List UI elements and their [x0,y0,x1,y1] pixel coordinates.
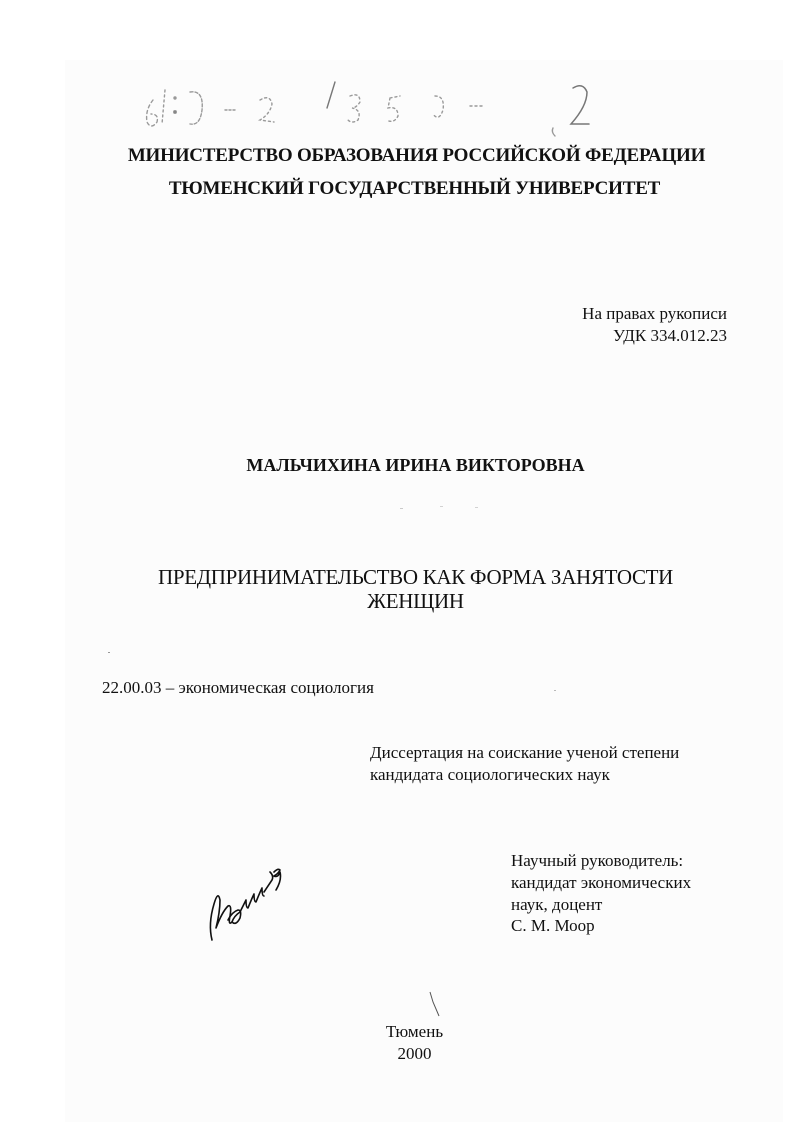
dissertation-title-line-1: ПРЕДПРИНИМАТЕЛЬСТВО КАК ФОРМА ЗАНЯТОСТИ [157,565,674,589]
scan-speck [400,508,403,509]
scan-speck [440,506,443,507]
handwritten-archive-number [135,70,605,140]
scan-speck [475,507,478,508]
advisor-degree-line-1: кандидат экономических [511,873,692,892]
degree-statement-line-1: Диссертация на соискание ученой степени [370,743,680,762]
ministry-header: МИНИСТЕРСТВО ОБРАЗОВАНИЯ РОССИЙСКОЙ ФЕДЕРАЦИИ [127,145,706,166]
advisor-label: Научный руководитель: [511,851,684,870]
dissertation-title-line-2: ЖЕНЩИН [367,589,464,613]
manuscript-rights-note: На правах рукописи [582,304,727,323]
advisor-degree-line-2: наук, доцент [511,895,603,914]
author-name: МАЛЬЧИХИНА ИРИНА ВИКТОРОВНА [246,455,585,475]
university-header: ТЮМЕНСКИЙ ГОСУДАРСТВЕННЫЙ УНИВЕРСИТЕТ [168,178,661,199]
advisor-name: С. М. Моор [511,916,595,935]
udc-code: УДК 334.012.23 [612,326,727,345]
city: Тюмень [385,1022,444,1041]
handwritten-signature-icon [190,852,290,947]
pen-stroke-mark [428,990,442,1020]
specialty-code: 22.00.03 – экономическая социология [102,678,374,697]
scan-speck [554,690,556,691]
degree-statement-line-2: кандидата социологических наук [370,765,610,784]
scan-speck [108,652,110,653]
year: 2000 [397,1044,432,1063]
